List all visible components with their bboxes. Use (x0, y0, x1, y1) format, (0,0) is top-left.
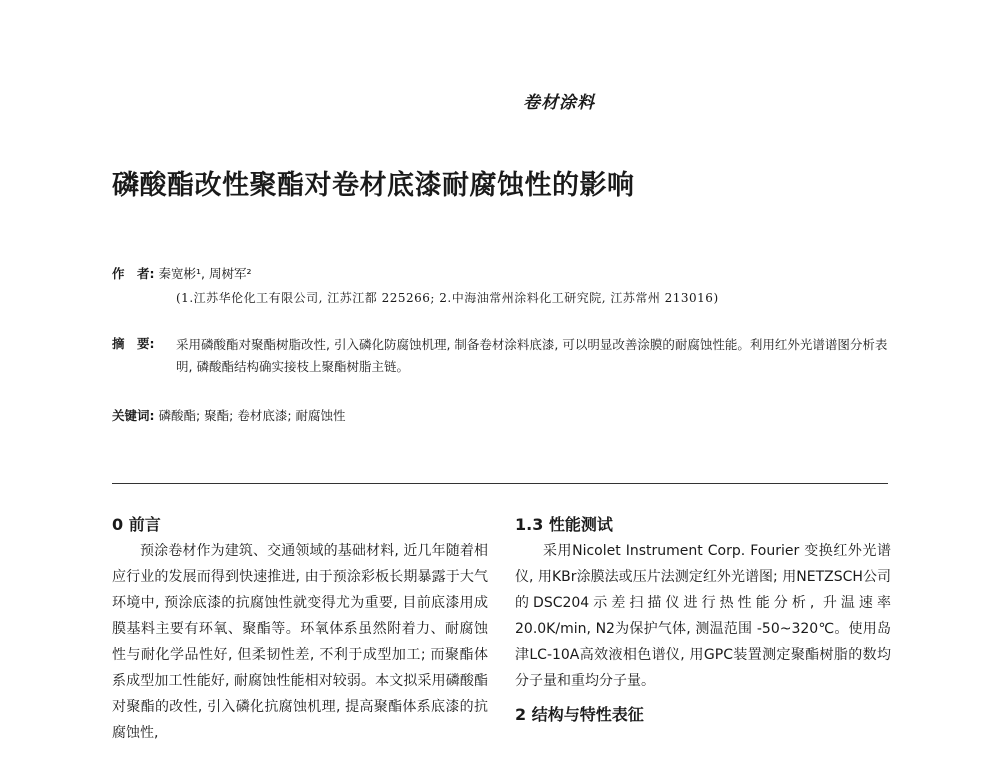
testing-paragraph: 采用Nicolet Instrument Corp. Fourier 变换红外光谱仪, 用KBr涂膜法或压片法测定红外光谱图; 用NETZSCH公司的DSC204示差扫描仪进行热性能分析, 升温速率 20.0K/min, N2为保护气体, 测温范围 -50~320℃。使用岛津LC-10A高效液相色谱仪, 用GPC装置测定聚酯树脂的数均分子量和重均分子量。 (515, 543, 891, 689)
right-column (515, 512, 891, 728)
section-label: 卷材涂料 (523, 93, 595, 113)
section2-heading: 2 结构与特性表征 (515, 705, 644, 724)
divider-rule (112, 483, 888, 484)
authors-label: 作 者: (112, 266, 155, 281)
abstract-text: 采用磷酸酯对聚酯树脂改性, 引入磷化防腐蚀机理, 制备卷材涂料底漆, 可以明显改善涂膜的耐腐蚀性能。利用红外光谱谱图分析表明, 磷酸酯结构确实接枝上聚酯树脂主链。 (176, 337, 888, 374)
keywords-text: 磷酸酯; 聚酯; 卷材底漆; 耐腐蚀性 (158, 408, 346, 423)
intro-paragraph: 预涂卷材作为建筑、交通领域的基础材料, 近几年随着相应行业的发展而得到快速推进, 由于预涂彩板长期暴露于大气环境中, 预涂底漆的抗腐蚀性就变得尤为重要, 目前底漆用成膜基料主要有环氧、聚酯等。环氧体系虽然附着力、耐腐蚀性与耐化学品性好, 但柔韧性差, 不利于成型加工; 而聚酯体系成型加工性能好, 耐腐蚀性能相对较弱。本文拟采用磷酸酯对聚酯的改性, 引入磷化抗腐蚀机理, 提高聚酯体系底漆的抗腐蚀性, (112, 543, 488, 741)
keywords-row (112, 406, 346, 424)
keywords-label: 关键词: (112, 408, 155, 423)
affiliations: (1.江苏华伦化工有限公司, 江苏江都 225266; 2.中海油常州涂料化工研究院, 江苏常州 213016) (176, 291, 719, 305)
abstract-label: 摘 要: (112, 336, 155, 351)
paper-title: 磷酸酯改性聚酯对卷材底漆耐腐蚀性的影响 (112, 170, 635, 201)
intro-heading: 0 前言 (112, 515, 161, 534)
author-names: 秦宽彬¹, 周树军² (158, 266, 252, 281)
authors-row (112, 264, 251, 282)
testing-heading: 1.3 性能测试 (515, 515, 613, 534)
left-column (112, 512, 488, 746)
